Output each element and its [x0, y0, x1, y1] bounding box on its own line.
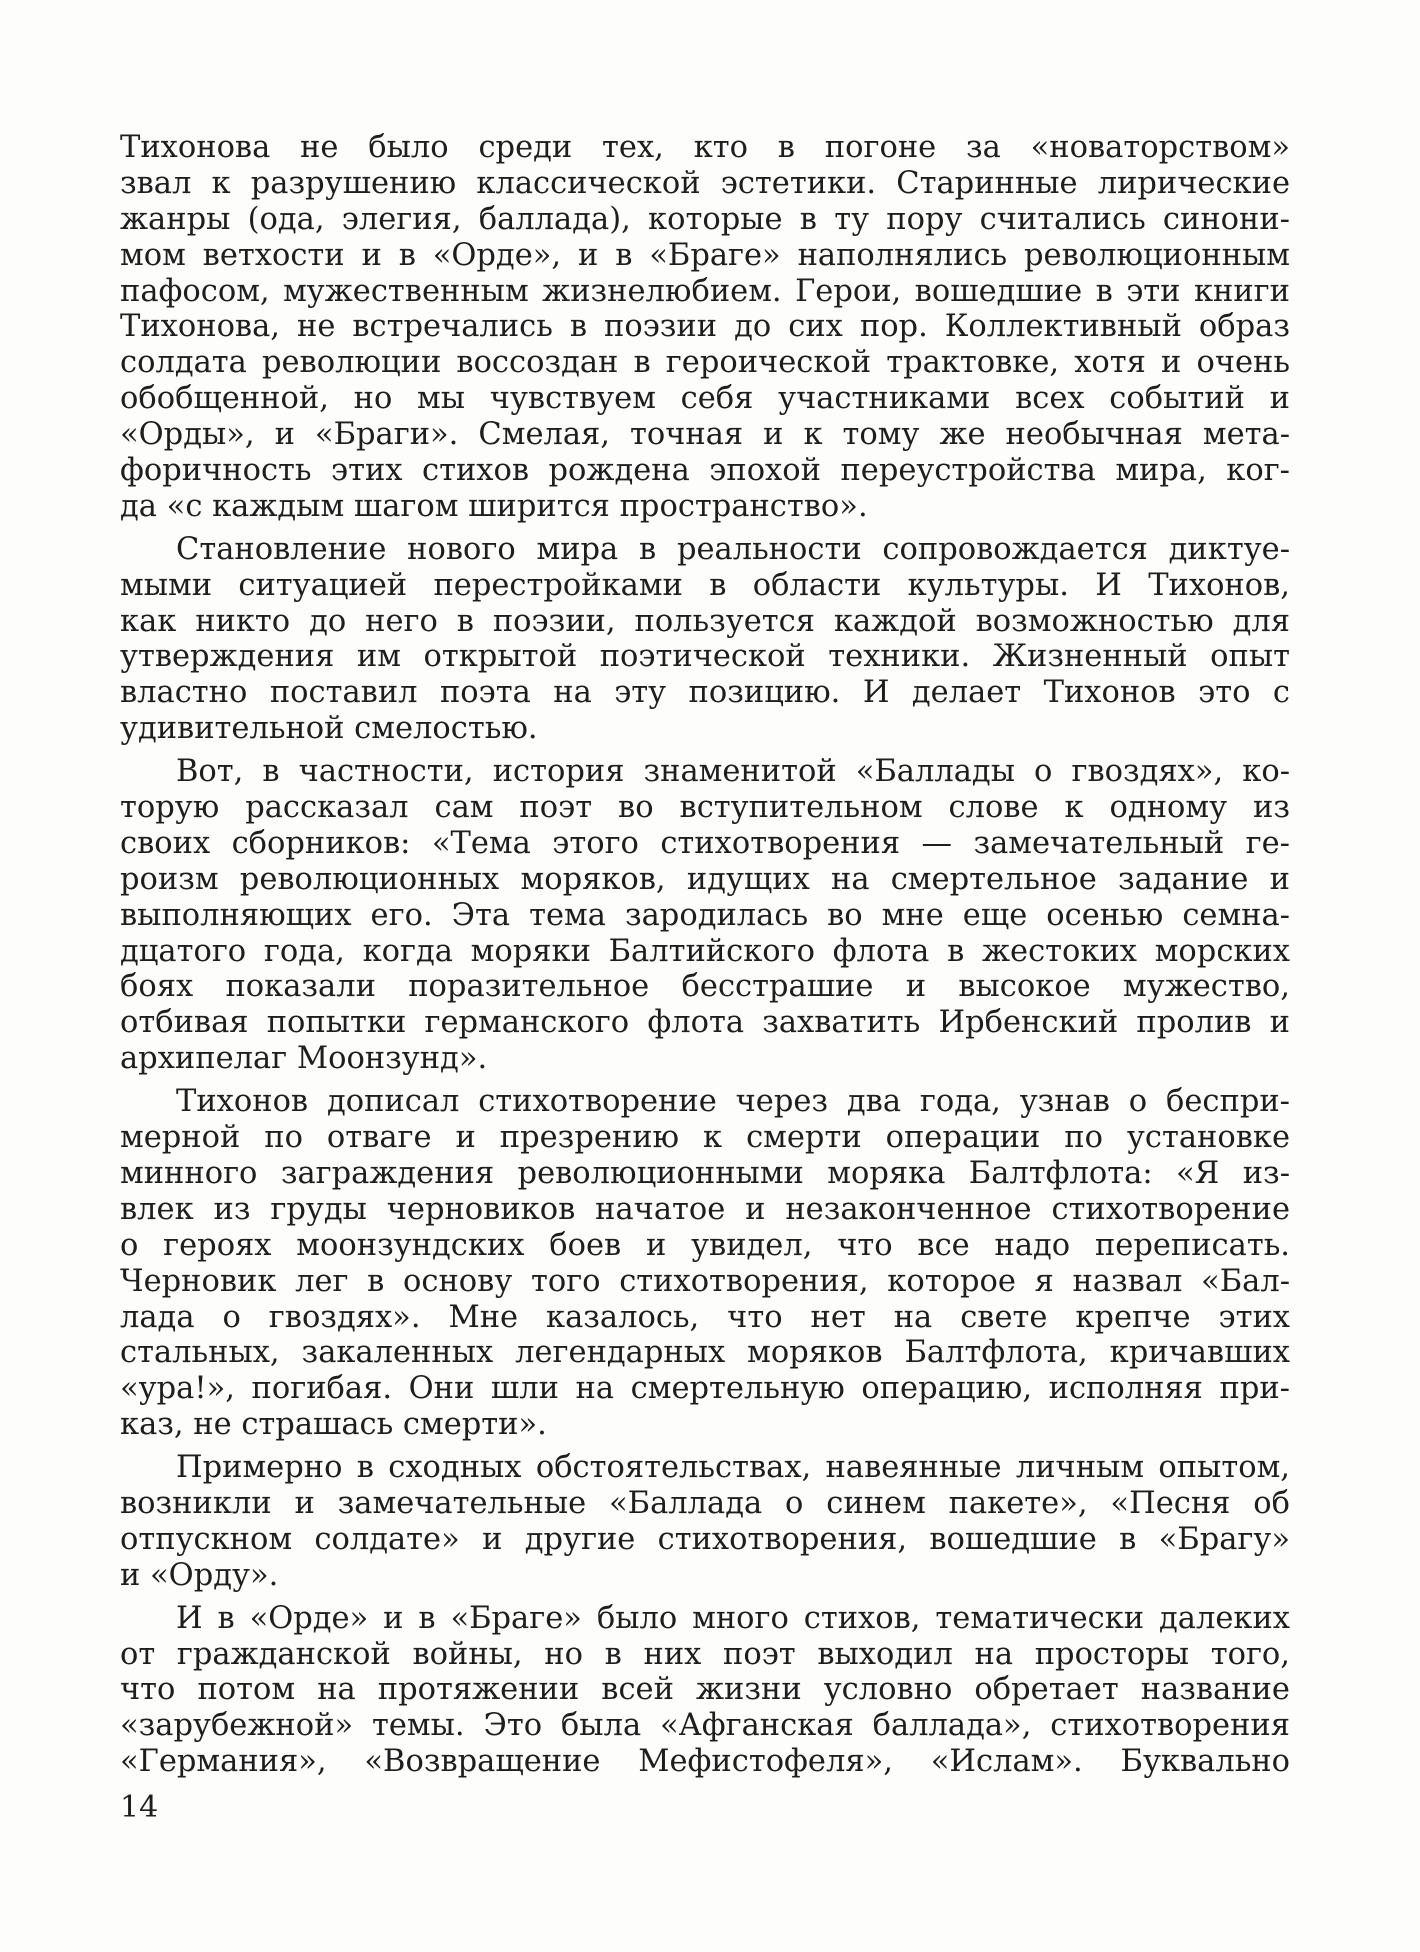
paragraph-gap	[120, 1594, 1290, 1601]
paragraph	[120, 754, 1290, 1077]
text-line: обобщенной, но мы чувствуем себя участниками всех событий и	[120, 381, 1290, 417]
text-line: мыми ситуацией перестройками в области культуры. И Тихонов,	[120, 567, 1290, 603]
text-line: отпускном солдате» и другие стихотворения, вошедшие в «Брагу»	[120, 1521, 1290, 1557]
text-line: архипелаг Моонзунд».	[120, 1041, 488, 1077]
text-line: «Орды», и «Браги». Смелая, точная и к тому же необычная мета-	[120, 417, 1290, 453]
text-line: боях показали поразительное бесстрашие и высокое мужество,	[120, 969, 1290, 1005]
text-line: от гражданской войны, но в них поэт выходил на просторы того,	[120, 1636, 1290, 1672]
text-line: «ура!», погибая. Они шли на смертельную операцию, исполняя при-	[120, 1371, 1290, 1407]
text-line: о героях моонзундских боев и увидел, что все надо переписать.	[120, 1227, 1290, 1263]
text-line: лада о гвоздях». Мне казалось, что нет на свете крепче этих	[120, 1299, 1290, 1335]
text-line: мерной по отваге и презрению к смерти операции по установке	[120, 1120, 1290, 1156]
text-line: жанры (ода, элегия, баллада), которые в ту пору считались синони-	[120, 201, 1290, 237]
paragraph-gap	[120, 525, 1290, 532]
text-line: Вот, в частности, история знаменитой «Баллады о гвоздях», ко-	[176, 754, 1290, 790]
text-line: влек из груды черновиков начатое и незаконченное стихотворение	[120, 1191, 1290, 1227]
text-line: стальных, закаленных легендарных моряков Балтфлота, кричавших	[120, 1335, 1290, 1371]
paragraph	[120, 532, 1290, 747]
text-line: властно поставил поэта на эту позицию. И делает Тихонов это с	[120, 675, 1290, 711]
text-line: форичность этих стихов рождена эпохой переустройства мира, ког-	[120, 453, 1290, 489]
body-text	[120, 130, 1290, 1780]
text-line: своих сборников: «Тема этого стихотворения — замечательный ге-	[120, 825, 1290, 861]
text-line: каз, не страшась смерти».	[120, 1407, 547, 1443]
text-line: пафосом, мужественным жизнелюбием. Герои, вошедшие в эти книги	[120, 273, 1290, 309]
text-line: дцатого года, когда моряки Балтийского флота в жестоких морских	[120, 933, 1290, 969]
paragraph	[120, 1084, 1290, 1443]
text-line: звал к разрушению классической эстетики. Старинные лирические	[120, 165, 1290, 201]
paragraph	[120, 130, 1290, 525]
text-line: Тихонова не было среди тех, кто в погоне за «новаторством»	[120, 130, 1290, 165]
page-number: 14	[120, 1790, 159, 1825]
text-line: «Германия», «Возвращение Мефистофеля», «Ислам». Буквально	[120, 1744, 1290, 1780]
text-line: да «с каждым шагом ширится пространство».	[120, 488, 868, 524]
text-line: торую рассказал сам поэт во вступительном слове к одному из	[120, 790, 1290, 826]
paragraph-gap	[120, 747, 1290, 754]
text-line: удивительной смелостью.	[120, 711, 538, 747]
paragraph	[120, 1601, 1290, 1780]
text-line: отбивая попытки германского флота захватить Ирбенский пролив и	[120, 1005, 1290, 1041]
text-line: Тихонов дописал стихотворение через два года, узнав о беспри-	[176, 1084, 1290, 1120]
paragraph	[120, 1450, 1290, 1594]
text-line: роизм революционных моряков, идущих на смертельное задание и	[120, 861, 1290, 897]
text-line: минного заграждения революционными моряка Балтфлота: «Я из-	[120, 1155, 1290, 1191]
text-line: Черновик лег в основу того стихотворения, которое я назвал «Бал-	[120, 1263, 1290, 1299]
text-line: «зарубежной» темы. Это была «Афганская баллада», стихотворения	[120, 1708, 1290, 1744]
text-line: Становление нового мира в реальности сопровождается диктуе-	[176, 531, 1290, 567]
text-line: Примерно в сходных обстоятельствах, навеянные личным опытом,	[176, 1450, 1290, 1486]
text-line: мом ветхости и в «Орде», и в «Браге» наполнялись революционным	[120, 237, 1290, 273]
text-line: что потом на протяжении всей жизни условно обретает название	[120, 1672, 1290, 1708]
text-line: выполняющих его. Эта тема зародилась во мне еще осенью семна-	[120, 897, 1290, 933]
paragraph-gap	[120, 1443, 1290, 1450]
text-line: утверждения им открытой поэтической техники. Жизненный опыт	[120, 639, 1290, 675]
text-line: и «Орду».	[120, 1557, 279, 1593]
text-line: как никто до него в поэзии, пользуется каждой возможностью для	[120, 603, 1290, 639]
text-line: возникли и замечательные «Баллада о синем пакете», «Песня об	[120, 1485, 1290, 1521]
text-line: И в «Орде» и в «Браге» было много стихов, тематически далеких	[176, 1600, 1290, 1636]
text-line: солдата революции воссоздан в героической трактовке, хотя и очень	[120, 345, 1290, 381]
paragraph-gap	[120, 1077, 1290, 1084]
text-line: Тихонова, не встречались в поэзии до сих пор. Коллективный образ	[120, 309, 1290, 345]
